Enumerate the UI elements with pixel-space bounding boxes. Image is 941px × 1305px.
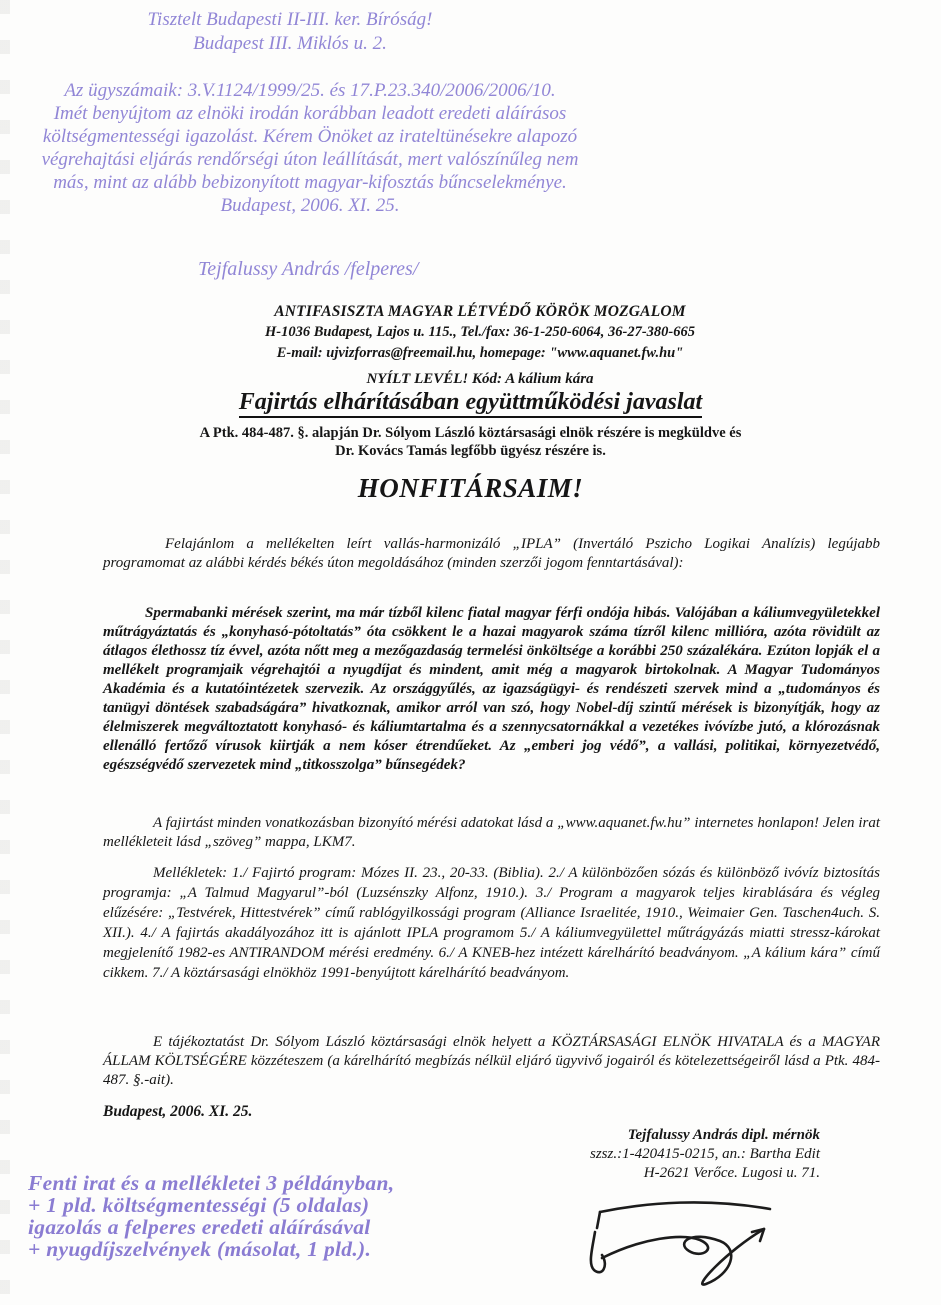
signer-block xyxy=(498,1126,820,1183)
signer-id-line: szsz.:1-420415-0215, an.: Bartha Edit xyxy=(590,1146,820,1162)
case-note xyxy=(2,79,618,217)
case-numbers-line: Az ügyszámaik: 3.V.1124/1999/25. és 17.P.23.340/2006/2006/10. xyxy=(64,80,556,101)
document-title-text: Fajirtás elhárításában együttműködési javaslat xyxy=(239,389,702,418)
paragraph-closing: E tájékoztatást Dr. Sólyom László köztársasági elnök helyett a KÖZTÁRSASÁGI ELNÖK HIVATALA és a MAGYAR ÁLLAM KÖLTSÉGÉRE közzéteszem (a kárelhárító megbízás nélkül eljáró ügyvivő jogairól és kötelezettségeiről lásd a Ptk. 484-487. §.-ait). xyxy=(103,1034,880,1088)
footer-note-line: Fenti irat és a mellékletei 3 példányban, xyxy=(28,1171,395,1195)
paragraph-intro: Felajánlom a mellékelten leírt vallás-harmonizáló „IPLA” (Invertáló Pszicho Logikai Analízis) legújabb programomat az alábbi kérdés békés úton megoldásához (minden szerzői jogom fenntartásával): xyxy=(103,536,880,571)
footer-note-line: igazolás a felperes eredeti aláírásával xyxy=(28,1215,371,1239)
court-street-line: Budapest III. Miklós u. 2. xyxy=(193,33,387,54)
paragraph-main-claims: Spermabanki mérések szerint, ma már tízből kilenc fiatal magyar férfi ondója hibás. Valójában a káliumvegyületekkel műtrágyáztatás és „konyhasó-pótoltatás” óta csökkent le a hazai magyarok száma tízről kilenc millióra, azóta rövidült az átlagos élethossz tíz évvel, azóta nőtt meg a mezőgazdaság termelési önköltsége a korábbi 250 százalékára. Ezúton lopják el a mellékelt programjaik végrehajtói a nyugdíjat és mindent, amit még a magyarok birtokolnak. A Magyar Tudományos Akadémia és a kutatóintézetek szervezik. Az országgyűlés, az igazságügyi- és rendészeti szervek mind a „tudományos és tanügyi döntések szabadságára” hivatkoznak, amikor arról van szó, hogy Nobel-díj szintű mérések is bizonyítják, hogy az élelmiszerek megváltoztatott konyhasó- és káliumtartalma és a szennycsatornákkal a vezetékes ivóvízbe jutó, a klórozásnak ellenálló fertőző vírusok kiirtják a nem kóser étrendűeket. Az „emberi jog védő”, a vallási, politikai, környezetvédő, egészségvédő szervezetek mind „titkosszolga” bűnsegédek? xyxy=(103,605,880,773)
organization-email: E-mail: ujvizforras@freemail.hu, homepage: "www.aquanet.fw.hu" xyxy=(276,345,684,361)
case-note-line: Imét benyújtom az elnöki irodán korábban leadott eredeti aláírásos xyxy=(53,103,567,124)
court-name-line: Tisztelt Budapesti II-III. ker. Bíróság! xyxy=(147,9,433,30)
case-note-line: végrehajtási eljárás rendőrségi úton leállítását, mert valószínűleg nem xyxy=(41,149,579,170)
open-letter-kind-line: NYÍLT LEVÉL! Kód: A kálium kára xyxy=(366,371,594,387)
signer-name: Tejfalussy András dipl. mérnök xyxy=(627,1127,820,1143)
salutation-heading: HONFITÁRSAIM! xyxy=(357,473,584,503)
handwritten-signature xyxy=(578,1192,814,1296)
case-note-line: költségmentességi igazolást. Kérem Önöket az irateltünésekre alapozó xyxy=(42,126,578,147)
document-subtitle xyxy=(0,424,941,460)
footer-copies-note xyxy=(28,1172,498,1260)
footer-note-line: + nyugdíjszelvények (másolat, 1 pld.). xyxy=(28,1237,372,1261)
paragraph-attachments-list: Mellékletek: 1./ Fajirtó program: Mózes II. 23., 20-33. (Biblia). 2./ A különbözően sózás és különböző ivóvíz biztosítás programja: „A Talmud Magyarul”-ból (Luzsénszky Alfonz, 1910.). 3./ Program a magyarok teljes kirablására és végleg elűzésére: „Testvérek, Hittestvérek” című rablógyilkossági program (Alliance Israelitée, 1910., Weimaier Gen. Taschen4uch. S. XII.). 4./ A fajirtás akadályozához itt is ajánlott IPLA programom 5./ A káliumvegyülettel műtrágyázás miatti stressz-károkat megjelenítő 1982-es ANTIRANDOM mérési eredmény. 6./ A KNEB-hez intézett kárelhárító beadványom. „A kálium kára” című cikkem. 7./ A köztársasági elnökhöz 1991-benyújtott kárelhárító beadványom. xyxy=(103,865,880,981)
footer-note-line: + 1 pld. költségmentességi (5 oldalas) xyxy=(28,1193,370,1217)
document-title xyxy=(0,389,941,416)
organization-letterhead xyxy=(130,301,830,364)
court-address-header xyxy=(60,8,520,56)
organization-name: ANTIFASISZTA MAGYAR LÉTVÉDŐ KÖRÖK MOZGALOM xyxy=(274,303,686,320)
subtitle-line: Dr. Kovács Tamás legfőbb ügyész részére is. xyxy=(335,443,606,459)
organization-address: H-1036 Budapest, Lajos u. 115., Tel./fax: 36-1-250-6064, 36-27-380-665 xyxy=(264,324,695,340)
paragraph-website-reference: A fajirtást minden vonatkozásban bizonyító mérési adatokat lásd a „www.aquanet.fw.hu” internetes honlapon! Jelen irat mellékleteit lásd „szöveg” mappa, LKM7. xyxy=(103,815,880,850)
date-line: Budapest, 2006. XI. 25. xyxy=(103,1103,253,1120)
case-note-line: más, mint az alább bebizonyított magyar-kifosztás bűncselekménye. xyxy=(53,172,567,193)
case-note-date-line: Budapest, 2006. XI. 25. xyxy=(220,195,400,216)
plaintiff-name: Tejfalussy András /felperes/ xyxy=(198,258,419,280)
subtitle-line: A Ptk. 484-487. §. alapján Dr. Sólyom László köztársasági elnök részére is megküldve és xyxy=(199,425,742,441)
signer-address: H-2621 Verőce. Lugosi u. 71. xyxy=(643,1165,820,1181)
